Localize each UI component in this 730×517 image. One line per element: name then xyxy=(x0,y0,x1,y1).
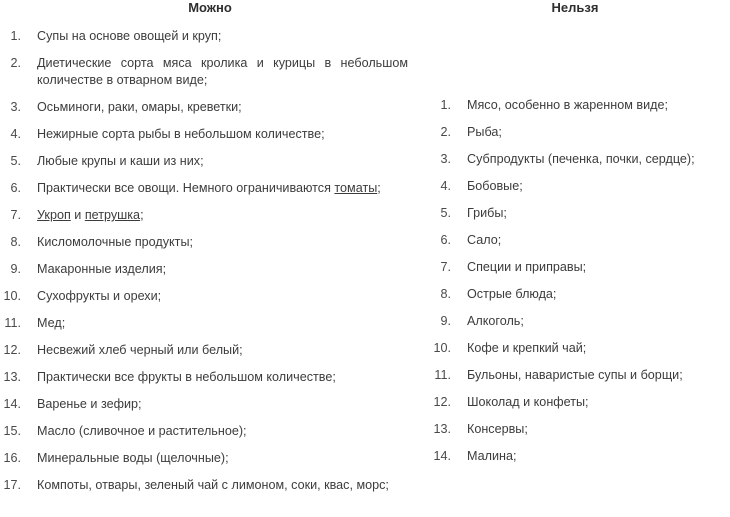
list-item-text-segment: Варенье и зефир; xyxy=(37,397,142,411)
inline-link[interactable]: петрушка xyxy=(84,208,141,222)
list-item-text-segment: Острые блюда; xyxy=(467,287,557,301)
list-item-text xyxy=(37,477,408,494)
list-item-number: 3. xyxy=(440,152,451,166)
list-item xyxy=(420,205,730,222)
list-item-text-segment: и xyxy=(70,208,85,222)
list-item-number: 12. xyxy=(433,395,451,409)
list-item xyxy=(0,126,420,143)
list-item xyxy=(420,340,730,357)
list-item xyxy=(420,232,730,249)
list-item xyxy=(0,450,420,467)
list-item-number: 1. xyxy=(10,29,21,43)
list-item-number: 8. xyxy=(440,287,451,301)
list-item-text xyxy=(37,315,408,332)
list-item xyxy=(420,394,730,411)
allowed-title-spacer xyxy=(0,16,420,28)
list-item-text xyxy=(37,207,408,224)
list-item-number: 5. xyxy=(10,154,21,168)
forbidden-foods-list xyxy=(420,97,730,465)
list-item-text-segment: Рыба; xyxy=(467,125,502,139)
list-item-text xyxy=(467,259,722,276)
list-item-text xyxy=(37,450,408,467)
list-item-text-segment: Консервы; xyxy=(467,422,528,436)
list-item-text-segment: Мясо, особенно в жаренном виде; xyxy=(467,98,668,112)
list-item xyxy=(0,180,420,197)
list-item-number: 1. xyxy=(440,98,451,112)
list-item-text xyxy=(37,153,408,170)
list-item-number: 13. xyxy=(433,422,451,436)
column-forbidden-title: Нельзя xyxy=(551,0,599,15)
list-item-text xyxy=(467,97,722,114)
list-item-number: 12. xyxy=(3,343,21,357)
list-item-text xyxy=(37,234,408,251)
list-item-text xyxy=(467,313,722,330)
list-item-text xyxy=(37,180,408,197)
list-item xyxy=(420,124,730,141)
list-item-number: 14. xyxy=(433,449,451,463)
list-item-text-segment: Практически все овощи. Немного ограничиваются xyxy=(37,181,335,195)
list-item xyxy=(0,28,420,45)
list-item-text xyxy=(37,342,408,359)
inline-link[interactable]: томаты xyxy=(334,181,378,195)
list-item xyxy=(0,288,420,305)
list-item-text xyxy=(467,205,722,222)
list-item xyxy=(0,234,420,251)
list-item xyxy=(420,178,730,195)
list-item-text-segment: ; xyxy=(377,181,381,195)
list-item-text xyxy=(37,126,408,143)
list-item-text-segment: Минеральные воды (щелочные); xyxy=(37,451,229,465)
list-item-text-segment: Шоколад и конфеты; xyxy=(467,395,589,409)
list-item-text xyxy=(37,288,408,305)
list-item-number: 8. xyxy=(10,235,21,249)
list-item-text-segment: Грибы; xyxy=(467,206,507,220)
list-item-text xyxy=(37,423,408,440)
list-item-text-segment: Нежирные сорта рыбы в небольшом количестве; xyxy=(37,127,325,141)
list-item-text-segment: Масло (сливочное и растительное); xyxy=(37,424,247,438)
list-item xyxy=(0,477,420,494)
list-item xyxy=(420,97,730,114)
list-item-number: 2. xyxy=(440,125,451,139)
list-item-text xyxy=(467,124,722,141)
list-item xyxy=(0,207,420,224)
list-item-number: 5. xyxy=(440,206,451,220)
list-item-text-segment: Компоты, отвары, зеленый чай с лимоном, соки, квас, морс; xyxy=(37,478,389,492)
list-item-number: 14. xyxy=(3,397,21,411)
list-item-text-segment: Макаронные изделия; xyxy=(37,262,167,276)
list-item-number: 9. xyxy=(10,262,21,276)
list-item-number: 7. xyxy=(440,260,451,274)
list-item xyxy=(0,315,420,332)
list-item xyxy=(0,153,420,170)
list-item-text xyxy=(37,369,408,386)
list-item xyxy=(420,151,730,168)
list-item-text xyxy=(37,28,408,45)
list-item-text-segment: Мед; xyxy=(37,316,66,330)
list-item-text xyxy=(467,286,722,303)
list-item xyxy=(0,99,420,116)
list-item xyxy=(420,313,730,330)
list-item-text xyxy=(467,448,722,465)
list-item-text xyxy=(37,55,408,89)
list-item-text-segment: Практически все фрукты в небольшом количестве; xyxy=(37,370,336,384)
list-item-number: 4. xyxy=(440,179,451,193)
list-item xyxy=(0,55,420,89)
list-item-number: 6. xyxy=(10,181,21,195)
list-item-text xyxy=(467,178,722,195)
list-item-number: 4. xyxy=(10,127,21,141)
allowed-foods-list xyxy=(0,28,420,494)
list-item-text xyxy=(467,394,722,411)
list-item xyxy=(0,396,420,413)
list-item xyxy=(420,286,730,303)
list-item-text-segment: Бобовые; xyxy=(467,179,523,193)
list-item-text-segment: Осьминоги, раки, омары, креветки; xyxy=(37,100,242,114)
list-item-text-segment: Субпродукты (печенка, почки, сердце); xyxy=(467,152,695,166)
list-item-number: 10. xyxy=(3,289,21,303)
list-item xyxy=(0,423,420,440)
list-item-text-segment: ; xyxy=(140,208,144,222)
list-item-text-segment: Специи и приправы; xyxy=(467,260,587,274)
list-item-text xyxy=(37,396,408,413)
list-item-number: 10. xyxy=(433,341,451,355)
column-forbidden xyxy=(420,0,730,465)
list-item-number: 13. xyxy=(3,370,21,384)
list-item xyxy=(0,342,420,359)
list-item-text xyxy=(467,367,722,384)
list-item-text xyxy=(467,340,722,357)
column-allowed-title: Можно xyxy=(188,0,232,15)
list-item-text-segment: Бульоны, наваристые супы и борщи; xyxy=(467,368,683,382)
list-item-text xyxy=(467,151,722,168)
list-item-text-segment: Кисломолочные продукты; xyxy=(37,235,194,249)
list-item xyxy=(420,421,730,438)
list-item xyxy=(420,367,730,384)
list-item-text xyxy=(467,421,722,438)
list-item-text xyxy=(37,261,408,278)
list-item-text-segment: Диетические сорта мяса кролика и курицы в небольшом количестве в отварном виде; xyxy=(37,56,408,87)
list-item-number: 6. xyxy=(440,233,451,247)
list-item-text-segment: Несвежий хлеб черный или белый; xyxy=(37,343,243,357)
list-item-number: 16. xyxy=(3,451,21,465)
list-item xyxy=(0,369,420,386)
list-item xyxy=(420,259,730,276)
list-item xyxy=(420,448,730,465)
list-item-text xyxy=(467,232,722,249)
list-item-number: 15. xyxy=(3,424,21,438)
list-item-number: 17. xyxy=(3,478,21,492)
list-item-number: 11. xyxy=(434,368,451,382)
list-item-number: 2. xyxy=(10,56,21,70)
inline-link[interactable]: Укроп xyxy=(37,208,71,222)
forbidden-title-spacer xyxy=(420,16,730,97)
list-item-text-segment: Кофе и крепкий чай; xyxy=(467,341,587,355)
list-item xyxy=(0,261,420,278)
list-item-text-segment: Супы на основе овощей и круп; xyxy=(37,29,222,43)
list-item-number: 11. xyxy=(4,316,21,330)
list-item-text-segment: Малина; xyxy=(467,449,517,463)
list-item-text-segment: Любые крупы и каши из них; xyxy=(37,154,204,168)
list-item-text-segment: Сало; xyxy=(467,233,502,247)
list-item-number: 3. xyxy=(10,100,21,114)
list-item-number: 9. xyxy=(440,314,451,328)
list-item-number: 7. xyxy=(10,208,21,222)
list-item-text-segment: Сухофрукты и орехи; xyxy=(37,289,162,303)
list-item-text xyxy=(37,99,408,116)
list-item-text-segment: Алкоголь; xyxy=(467,314,524,328)
